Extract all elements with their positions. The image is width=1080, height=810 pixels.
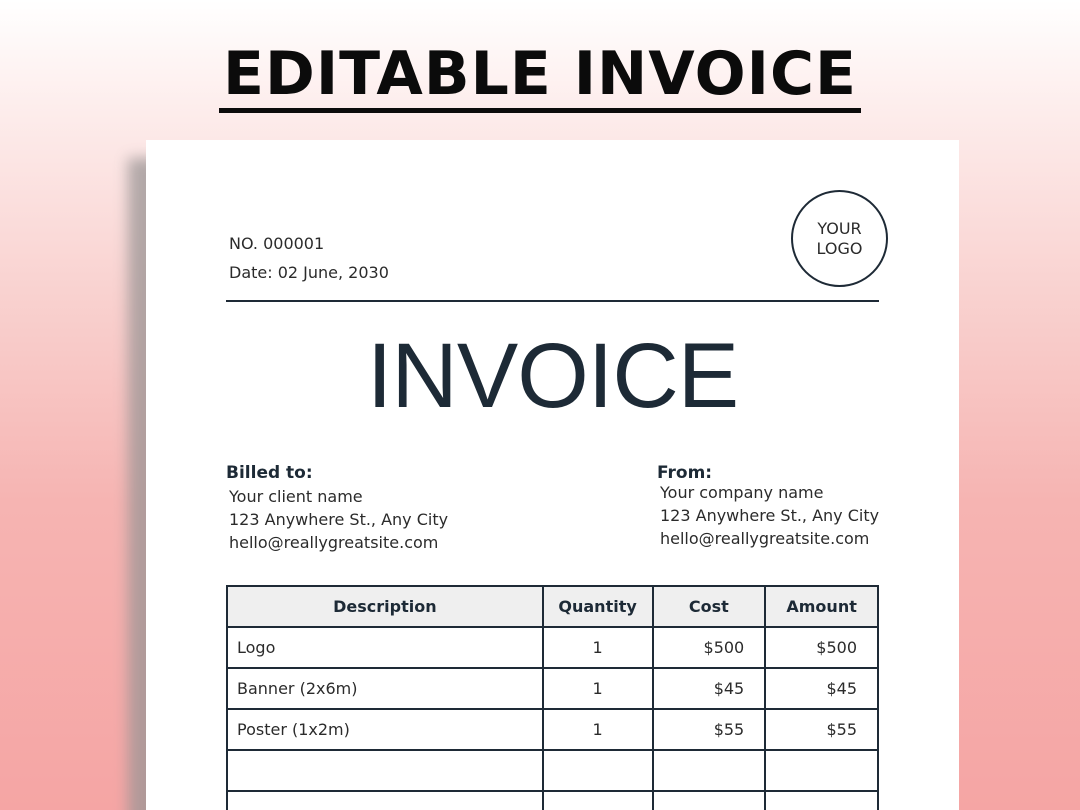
- empty-table-row: [227, 791, 878, 810]
- invoice-title: INVOICE: [366, 325, 739, 427]
- row-amount: $45: [765, 668, 878, 709]
- billed-to-heading: Billed to:: [226, 463, 313, 483]
- header-divider: [226, 300, 879, 302]
- row-description: Poster (1x2m): [227, 709, 543, 750]
- banner-title: EDITABLE INVOICE: [219, 40, 861, 113]
- logo-placeholder: [791, 190, 888, 287]
- company-address: 123 Anywhere St., Any City: [660, 506, 880, 525]
- invoice-date: Date: 02 June, 2030: [229, 263, 389, 282]
- row-quantity: 1: [543, 709, 653, 750]
- client-address: 123 Anywhere St., Any City: [229, 510, 449, 529]
- invoice-meta: [229, 233, 389, 291]
- row-quantity: 1: [543, 627, 653, 668]
- header-amount: Amount: [765, 586, 878, 627]
- invoice-sheet: [146, 140, 959, 810]
- banner: [0, 40, 1080, 113]
- from-block: [657, 462, 880, 550]
- client-name: Your client name: [229, 487, 363, 506]
- logo-text-line1: YOUR: [817, 218, 862, 238]
- items-table: [226, 585, 879, 810]
- header-description: Description: [227, 586, 543, 627]
- row-amount: $500: [765, 627, 878, 668]
- row-cost: $500: [653, 627, 766, 668]
- row-quantity: 1: [543, 668, 653, 709]
- invoice-number: NO. 000001: [229, 234, 325, 253]
- row-cost: $55: [653, 709, 766, 750]
- row-cost: $45: [653, 668, 766, 709]
- table-row: [227, 709, 878, 750]
- header-quantity: Quantity: [543, 586, 653, 627]
- row-description: Logo: [227, 627, 543, 668]
- company-email: hello@reallygreatsite.com: [660, 529, 870, 548]
- table-row: [227, 668, 878, 709]
- table-row: [227, 627, 878, 668]
- empty-table-row: [227, 750, 878, 791]
- table-header-row: [227, 586, 878, 627]
- from-heading: From:: [657, 463, 713, 483]
- row-amount: $55: [765, 709, 878, 750]
- billed-to-block: [226, 462, 449, 554]
- row-description: Banner (2x6m): [227, 668, 543, 709]
- client-email: hello@reallygreatsite.com: [229, 533, 439, 552]
- company-name: Your company name: [660, 483, 824, 502]
- logo-text-line2: LOGO: [816, 238, 863, 258]
- header-cost: Cost: [653, 586, 766, 627]
